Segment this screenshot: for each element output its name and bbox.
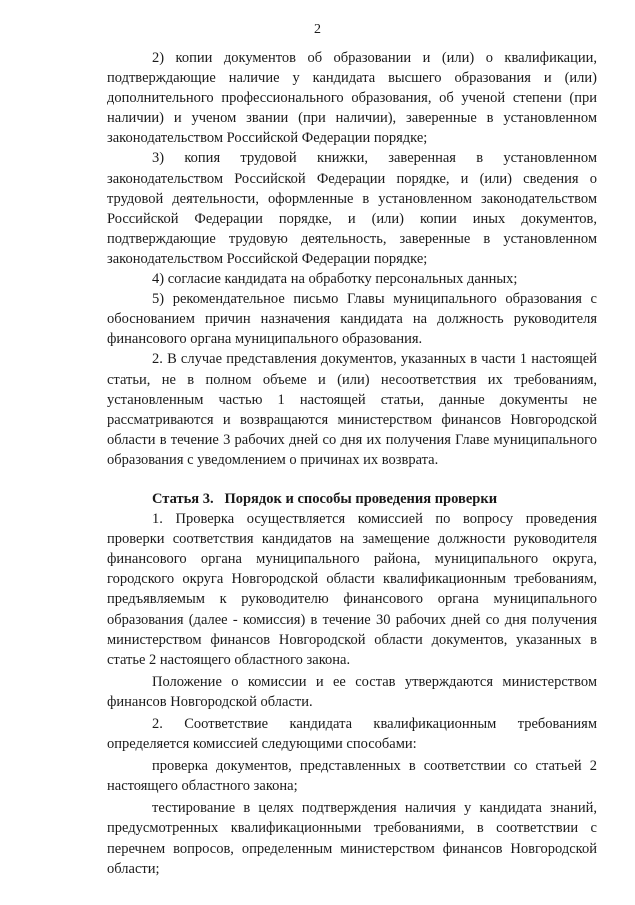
article-3-heading: Статья 3. Порядок и способы проведения проверки: [152, 490, 498, 507]
article-3-part-1: 1. Проверка осуществляется комиссией по вопросу проведения проверки соответствия кандидатов на замещение должности руководителя финансового органа муниципального района, муниципального округа, городского округа Новгородской области квалификационным требованиям, предъявляемым к руководителю финансового органа муниципального образования (далее - комиссия) в течение 30 рабочих дней со дня получения министерством финансов Новгородской области документов, указанных в статье 2 настоящего областного закона.: [107, 511, 597, 668]
paragraph-part-2: 2. В случае представления документов, указанных в части 1 настоящей статьи, не в полном объеме и (или) несоответствия их требованиям, установленным частью 1 настоящей статьи, данные документы не рассматриваются и возвращаются министерством финансов Новгородской области в течение 3 рабочих дней со дня их получения Главе муниципального образования с уведомлением о причинах их возврата.: [107, 351, 597, 468]
page-number: 2: [314, 22, 321, 37]
paragraph-item-4: 4) согласие кандидата на обработку персональных данных;: [152, 271, 518, 288]
paragraph-item-2: 2) копии документов об образовании и (или) о квалификации, подтверждающие наличие у кандидата высшего образования и (или) дополнительного профессионального образования, об ученой степени (при наличии) и ученом звании (при наличии), заверенные в установленном законодательством Российской Федерации порядке;: [107, 50, 597, 147]
document-body: [107, 48, 597, 879]
article-3-method-testing: тестирование в целях подтверждения наличия у кандидата знаний, предусмотренных квалификационными требованиями, в соответствии с перечнем вопросов, определенным министерством финансов Новгородской области;: [107, 800, 597, 877]
article-3-method-document-check: проверка документов, представленных в соответствии со статьей 2 настоящего областного закона;: [107, 758, 597, 795]
article-3-commission-regulation: Положение о комиссии и ее состав утверждаются министерством финансов Новгородской области.: [107, 673, 597, 710]
paragraph-item-3: 3) копия трудовой книжки, заверенная в установленном законодательством Российской Федерации порядке, и (или) сведения о трудовой деятельности, оформленные в установленном законодательством Российской Федерации порядке, и (или) копии иных документов, подтверждающие трудовую деятельность, заверенные в установленном законодательством Российской Федерации порядке;: [107, 150, 597, 267]
paragraph-item-5: 5) рекомендательное письмо Главы муниципального образования с обоснованием причин назначения кандидата на должность руководителя финансового органа муниципального образования.: [107, 291, 597, 348]
article-3-part-2: 2. Соответствие кандидата квалификационным требованиям определяется комиссией следующими способами:: [107, 716, 597, 753]
